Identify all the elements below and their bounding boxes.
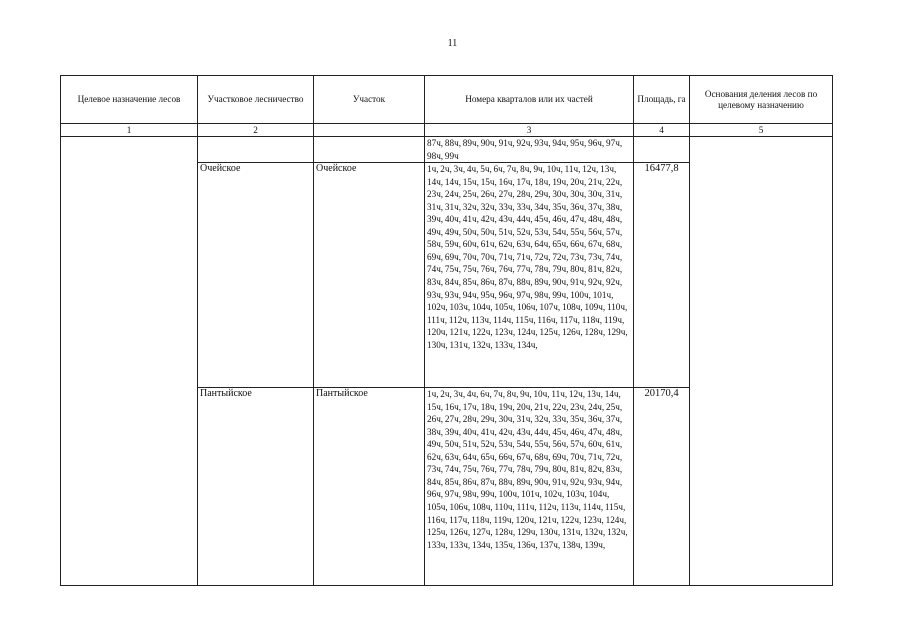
forest-purpose-table bbox=[60, 75, 833, 586]
header-forestry: Участковое лесничество bbox=[198, 76, 314, 124]
header-row bbox=[61, 76, 833, 124]
column-number: 5 bbox=[690, 124, 833, 137]
table-row bbox=[61, 137, 833, 163]
column-number: 3 bbox=[425, 124, 634, 137]
area-cell: 16477,8 bbox=[634, 163, 690, 388]
quarters-cell: 1ч, 2ч, 3ч, 4ч, 5ч, 6ч, 7ч, 8ч, 9ч, 10ч, 11ч, 12ч, 13ч, 14ч, 14ч, 15ч, 15ч, 16ч, 17ч, 18ч, 19ч, 20ч, 21ч, 22ч, 23ч, 24ч, 25ч, 26ч, 27ч, 28ч, 29ч, 30ч, 30ч, 30ч, 31ч, 31ч, 31ч, 32ч, 32ч, 33ч, 33ч, 34ч, 35ч, 36ч, 37ч, 38ч, 39ч, 40ч, 41ч, 42ч, 43ч, 44ч, 45ч, 46ч, 47ч, 48ч, 48ч, 49ч, 49ч, 50ч, 50ч, 51ч, 52ч, 53ч, 54ч, 55ч, 56ч, 57ч, 58ч, 59ч, 60ч, 61ч, 62ч, 63ч, 64ч, 65ч, 66ч, 67ч, 68ч, 69ч, 69ч, 70ч, 70ч, 71ч, 71ч, 72ч, 72ч, 73ч, 73ч, 74ч, 74ч, 75ч, 75ч, 76ч, 76ч, 77ч, 78ч, 79ч, 80ч, 81ч, 82ч, 83ч, 84ч, 85ч, 86ч, 87ч, 88ч, 89ч, 90ч, 91ч, 92ч, 92ч, 93ч, 93ч, 94ч, 95ч, 96ч, 97ч, 98ч, 99ч, 100ч, 101ч, 102ч, 103ч, 104ч, 105ч, 106ч, 107ч, 108ч, 109ч, 110ч, 111ч, 112ч, 113ч, 114ч, 115ч, 116ч, 117ч, 118ч, 119ч, 120ч, 121ч, 122ч, 123ч, 124ч, 125ч, 126ч, 128ч, 129ч, 130ч, 131ч, 132ч, 133ч, 134ч, bbox=[425, 163, 634, 388]
plot-cell: Пантыйское bbox=[314, 388, 425, 586]
header-plot: Участок bbox=[314, 76, 425, 124]
area-cell bbox=[634, 137, 690, 163]
column-number bbox=[314, 124, 425, 137]
basis-cell bbox=[690, 137, 833, 586]
forestry-cell: Пантыйское bbox=[198, 388, 314, 586]
column-number: 2 bbox=[198, 124, 314, 137]
forestry-cell bbox=[198, 137, 314, 163]
column-number: 4 bbox=[634, 124, 690, 137]
purpose-cell bbox=[61, 137, 198, 586]
area-cell: 20170,4 bbox=[634, 388, 690, 586]
page-number: 11 bbox=[447, 38, 458, 49]
quarters-cell: 1ч, 2ч, 3ч, 4ч, 6ч, 7ч, 8ч, 9ч, 10ч, 11ч, 12ч, 13ч, 14ч, 15ч, 16ч, 17ч, 18ч, 19ч, 20ч, 21ч, 22ч, 23ч, 24ч, 25ч, 26ч, 27ч, 28ч, 29ч, 30ч, 31ч, 32ч, 33ч, 35ч, 36ч, 37ч, 38ч, 39ч, 40ч, 41ч, 42ч, 43ч, 44ч, 45ч, 46ч, 47ч, 48ч, 49ч, 50ч, 51ч, 52ч, 53ч, 54ч, 55ч, 56ч, 57ч, 60ч, 61ч, 62ч, 63ч, 64ч, 65ч, 66ч, 67ч, 68ч, 69ч, 70ч, 71ч, 72ч, 73ч, 74ч, 75ч, 76ч, 77ч, 78ч, 79ч, 80ч, 81ч, 82ч, 83ч, 84ч, 85ч, 86ч, 87ч, 88ч, 89ч, 90ч, 91ч, 92ч, 93ч, 94ч, 96ч, 97ч, 98ч, 99ч, 100ч, 101ч, 102ч, 103ч, 104ч, 105ч, 106ч, 108ч, 110ч, 111ч, 112ч, 113ч, 114ч, 115ч, 116ч, 117ч, 118ч, 119ч, 120ч, 121ч, 122ч, 123ч, 124ч, 125ч, 126ч, 127ч, 128ч, 129ч, 130ч, 131ч, 132ч, 132ч, 133ч, 133ч, 134ч, 135ч, 136ч, 137ч, 138ч, 139ч, bbox=[425, 388, 634, 586]
header-area: Площадь, га bbox=[634, 76, 690, 124]
plot-cell: Очейское bbox=[314, 163, 425, 388]
header-basis: Основания деления лесов по целевому назначению bbox=[690, 76, 833, 124]
header-purpose: Целевое назначение лесов bbox=[61, 76, 198, 124]
column-number-row bbox=[61, 124, 833, 137]
column-number: 1 bbox=[61, 124, 198, 137]
forestry-cell: Очейское bbox=[198, 163, 314, 388]
quarters-cell: 87ч, 88ч, 89ч, 90ч, 91ч, 92ч, 93ч, 94ч, 95ч, 96ч, 97ч, 98ч, 99ч bbox=[425, 137, 634, 163]
plot-cell bbox=[314, 137, 425, 163]
header-quarters: Номера кварталов или их частей bbox=[425, 76, 634, 124]
